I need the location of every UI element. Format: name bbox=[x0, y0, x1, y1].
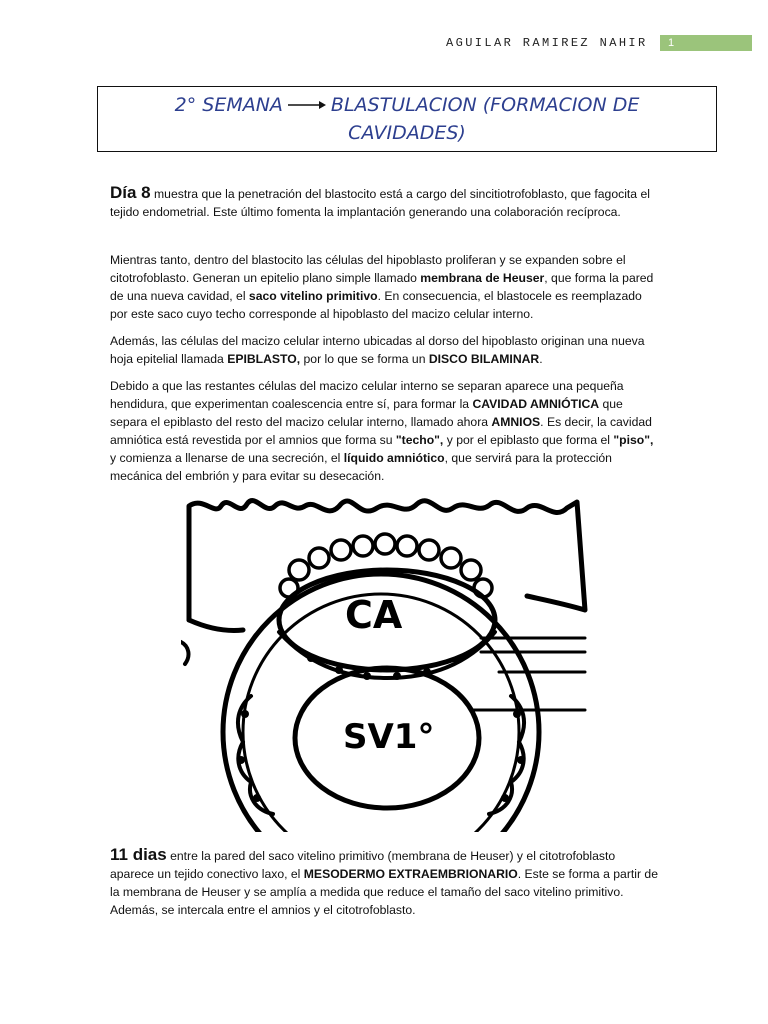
p3-bold-epiblasto: EPIBLASTO, bbox=[227, 352, 301, 366]
paragraph-dia-8 bbox=[110, 184, 658, 221]
title-line-2: CAVIDADES) bbox=[348, 122, 466, 144]
day-8-heading: Día 8 bbox=[110, 183, 151, 202]
paragraph-epiblasto bbox=[110, 332, 658, 368]
blastocyst-drawing-svg bbox=[181, 492, 589, 832]
title-part1: 2° SEMANA bbox=[174, 94, 283, 116]
title-box bbox=[97, 86, 717, 152]
p4-bold-cavidad: CAVIDAD AMNIÓTICA bbox=[472, 397, 600, 411]
paragraph-11-dias bbox=[110, 846, 658, 919]
p5-text-2: . Este se forma a partir de la membrana de Heuser y se amplía a medida que reduce el tamaño del saco vitelino primitivo. Además, se intercala entre el amnios y el citotrofoblasto. bbox=[110, 867, 658, 917]
p2-text-3: . En consecuencia, el blastocele es reemplazado por este saco cuyo techo corresponde al hipoblasto del macizo celular interno. bbox=[110, 289, 642, 321]
blastocyst-drawing bbox=[181, 492, 589, 832]
p4-text-5: y comienza a llenarse de una secreción, el bbox=[110, 451, 344, 465]
paragraph-hipoblasto bbox=[110, 251, 658, 323]
p4-text-4: y por el epiblasto que forma el bbox=[443, 433, 614, 447]
p5-text-1: entre la pared del saco vitelino primitivo (membrana de Heuser) y el citotrofoblasto aparece un tejido conectivo laxo, el bbox=[110, 849, 616, 881]
title-part2: BLASTULACION (FORMACION DE bbox=[330, 94, 640, 116]
p4-bold-amnios: AMNIOS bbox=[491, 415, 541, 429]
endometrium-left-wall bbox=[189, 620, 243, 631]
p3-text-3: . bbox=[539, 352, 543, 366]
p2-text-1: Mientras tanto, dentro del blastocito las células del hipoblasto proliferan y se expanden sobre el citotrofoblasto. Generan un epitelio plano simple llamado bbox=[110, 253, 626, 285]
p5-bold-mesodermo: MESODERMO EXTRAEMBRIONARIO bbox=[303, 867, 518, 881]
p4-text-6: , que servirá para la protección mecánica del embrión y para evitar su desecación. bbox=[110, 451, 612, 483]
p1-text: muestra que la penetración del blastocito está a cargo del sincitiotrofoblasto, que fagocita el tejido endometrial. Este último fomenta la implantación generando una colaboración recíproca. bbox=[110, 187, 650, 219]
p4-bold-piso: "piso", bbox=[613, 433, 654, 447]
p4-bold-techo: "techo", bbox=[395, 433, 444, 447]
title-line-1 bbox=[175, 91, 640, 119]
header-author: AGUILAR RAMIREZ NAHIR bbox=[446, 36, 648, 50]
label-ca: CA bbox=[345, 593, 403, 637]
p2-bold-membrana: membrana de Heuser bbox=[420, 271, 545, 285]
day-11-heading: 11 dias bbox=[110, 845, 167, 864]
p3-text-1: Además, las células del macizo celular interno ubicadas al dorso del hipoblasto originan una nueva hoja epitelial llamada bbox=[110, 334, 645, 366]
left-fragment bbox=[181, 642, 188, 664]
p4-bold-liquido: líquido amniótico bbox=[343, 451, 445, 465]
arrow-right-icon bbox=[287, 99, 327, 111]
p3-bold-disco: DISCO BILAMINAR bbox=[428, 352, 540, 366]
page-number: 1 bbox=[660, 35, 752, 51]
paragraph-cavidad-amniotica bbox=[110, 377, 658, 485]
p3-text-2: por lo que se forma un bbox=[300, 352, 429, 366]
p2-bold-saco: saco vitelino primitivo bbox=[248, 289, 378, 303]
p4-text-1: Debido a que las restantes células del macizo celular interno se separan aparece una pequeña hendidura, que experimentan coalescencia entre sí, para formar la bbox=[110, 379, 624, 411]
p2-text-2: , que forma la pared de una nueva cavidad, el bbox=[110, 271, 654, 303]
label-sv: SV1° bbox=[343, 717, 435, 757]
p4-text-2: que separa el epiblasto del resto del macizo celular interno, llamado ahora bbox=[110, 397, 623, 429]
p4-text-3: . Es decir, la cavidad amniótica está revestida por el amnios que forma su bbox=[110, 415, 652, 447]
